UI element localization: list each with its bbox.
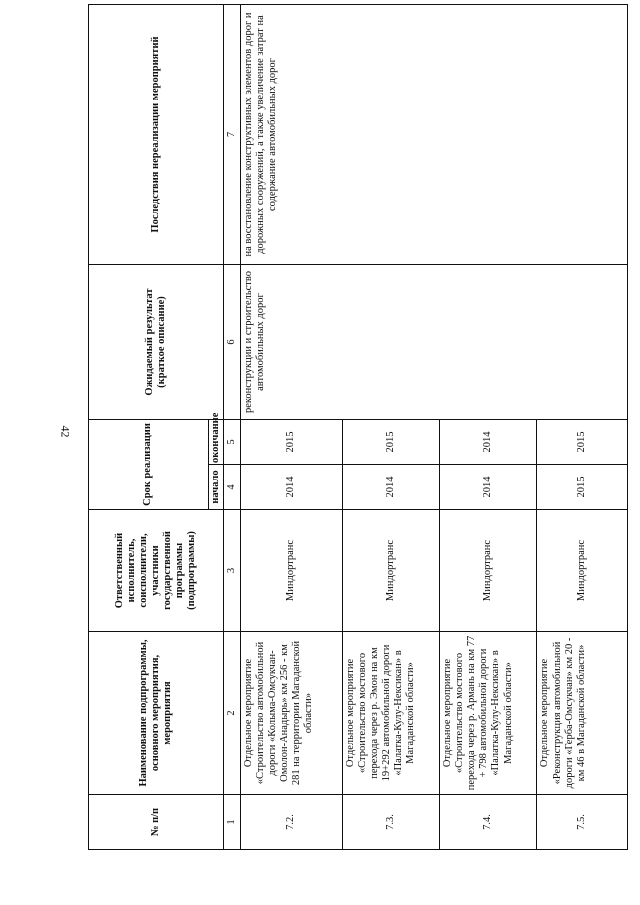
program-table-rotated (88, 4, 628, 850)
row-id: 7.3. (342, 795, 439, 850)
column-number-1: 1 (224, 795, 241, 850)
header-term: Срок реализации (89, 420, 209, 510)
row-id: 7.4. (440, 795, 537, 850)
header-result: Ожидаемый результат (краткое описание) (89, 265, 224, 420)
row-result: реконструкции и строительство автомобильных дорог (241, 265, 628, 420)
row-end: 2015 (241, 420, 343, 465)
row-id: 7.5. (537, 795, 628, 850)
page-number: 42 (58, 425, 73, 438)
table-row (241, 5, 343, 850)
column-number-5: 5 (224, 420, 241, 465)
row-executor: Миндортранс (440, 510, 537, 632)
row-name: Отдельное мероприятие «Реконструкция автомобильной дороги «Герба-Омсукчан» км 20 - км 46 в Магаданской области» (537, 632, 628, 795)
column-number-6: 6 (224, 265, 241, 420)
header-end: окончание (209, 420, 224, 465)
column-number-7: 7 (224, 5, 241, 265)
header-name: Наименование подпрограммы, основного мероприятия, мероприятия (89, 632, 224, 795)
row-start: 2014 (440, 465, 537, 510)
row-end: 2015 (537, 420, 628, 465)
header-executor: Ответственный исполнитель, соисполнители, участники государственной программы (подпрограммы) (89, 510, 224, 632)
row-name: Отдельное мероприятие «Строительство мостового перехода через р. Эмон на км 19+292 автомобильной дороги «Палатка-Кулу-Нексикан» в Магаданской области» (342, 632, 439, 795)
row-name: Отдельное мероприятие «Строительство автомобильной дороги «Колыма-Омсукчан-Омолон-Анадырь» км 256 - км 281 на территории Магаданской области» (241, 632, 343, 795)
header-number: № п/п (89, 795, 224, 850)
row-executor: Миндортранс (342, 510, 439, 632)
column-number-3: 3 (224, 510, 241, 632)
row-start: 2014 (241, 465, 343, 510)
row-name: Отдельное мероприятие «Строительство мостового перехода через р. Армань на км 77 + 798 автомобильной дороги «Палатка-Кулу-Нексикан» в Магаданской области» (440, 632, 537, 795)
row-start: 2014 (342, 465, 439, 510)
row-id: 7.2. (241, 795, 343, 850)
column-number-2: 2 (224, 632, 241, 795)
header-start: начало (209, 465, 224, 510)
landscape-page (88, 5, 628, 850)
header-consequence: Последствия нереализации мероприятий (89, 5, 224, 265)
row-end: 2015 (342, 420, 439, 465)
row-consequence: на восстановление конструктивных элементов дорог и дорожных сооружений, а также увеличение затрат на содержание автомобильных дорог (241, 5, 628, 265)
row-executor: Миндортранс (537, 510, 628, 632)
row-start: 2015 (537, 465, 628, 510)
row-executor: Миндортранс (241, 510, 343, 632)
row-end: 2014 (440, 420, 537, 465)
column-number-4: 4 (224, 465, 241, 510)
